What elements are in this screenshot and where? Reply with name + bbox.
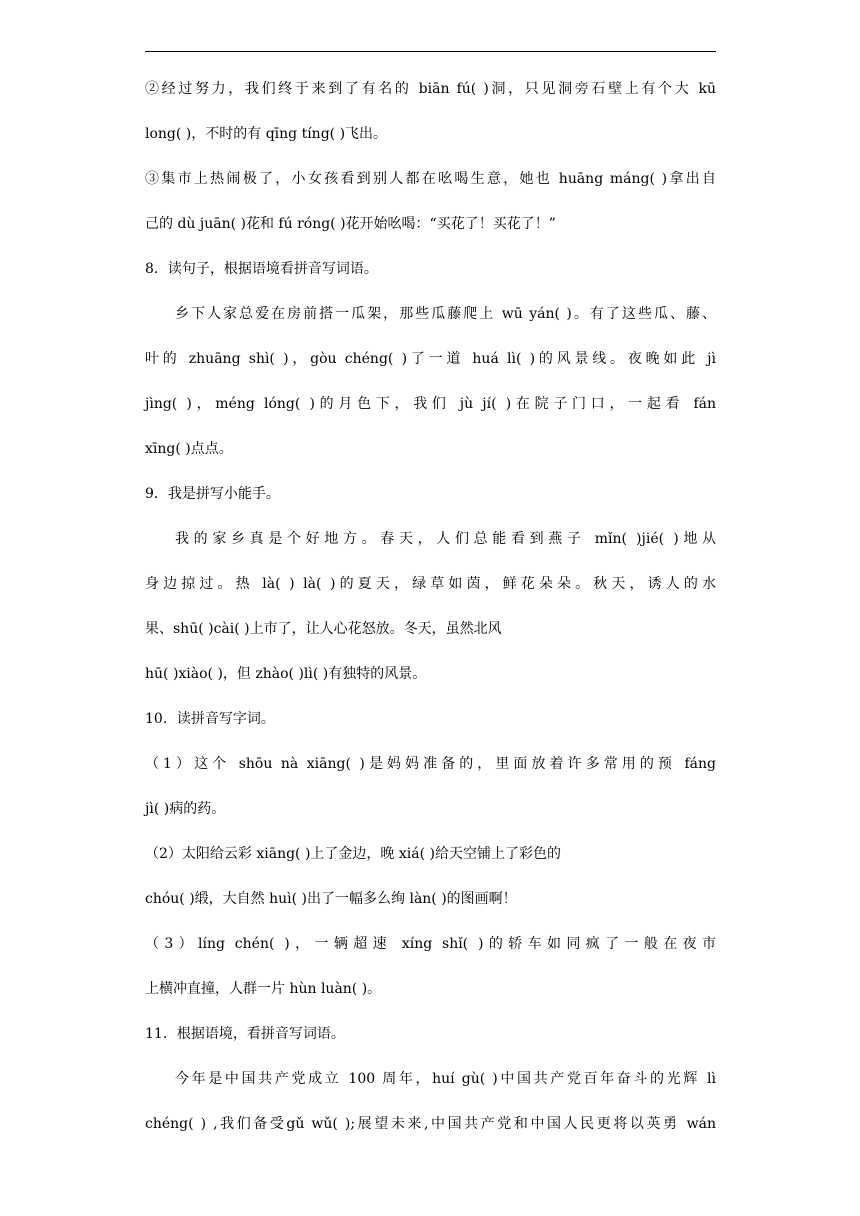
- text-line: jìng( )，méng lóng( )的月色下，我们 jù jí( )在院子门口，一起看 fán: [145, 396, 716, 412]
- text-line: 上横冲直撞，人群一片 hùn luàn( )。: [145, 981, 382, 997]
- text-line: 果、shū( )cài( )上市了，让人心花怒放。冬天，虽然北风: [145, 621, 502, 637]
- text-line: ②经过努力，我们终于来到了有名的 biān fú( )洞，只见洞旁石壁上有个大 kū: [145, 81, 716, 97]
- text-line: long( )，不时的有 qīng tíng( )飞出。: [145, 126, 388, 142]
- text-line: xīng( )点点。: [145, 441, 233, 457]
- header-rule: [145, 51, 716, 52]
- text-line: chóu( )缎，大自然 huì( )出了一幅多么绚 làn( )的图画啊！: [145, 891, 517, 907]
- text-line: （3）líng chén( )，一辆超速 xíng shǐ( )的轿车如同疯了一般在夜市: [145, 936, 716, 952]
- text-line: hū( )xiào( )，但 zhào( )lì( )有独特的风景。: [145, 666, 427, 682]
- text-line: 我的家乡真是个好地方。春天，人们总能看到燕子 mǐn( )jié( )地从: [175, 531, 716, 547]
- question-heading: 9．我是拼写小能手。: [145, 486, 280, 502]
- text-line: 叶的 zhuāng shì( )，gòu chéng( )了一道 huá lì( )的风景线。夜晚如此 jì: [145, 351, 716, 367]
- text-line: （2）太阳给云彩 xiāng( )上了金边，晚 xiá( )给天空铺上了彩色的: [145, 846, 561, 862]
- text-line: 己的 dù juān( )花和 fú róng( )花开始吆喝：“买花了！买花了！”: [145, 216, 556, 232]
- text-line: 乡下人家总爱在房前搭一瓜架，那些瓜藤爬上 wū yán( )。有了这些瓜、藤、: [175, 306, 716, 322]
- text-line: 今年是中国共产党成立 100 周年，huí gù( )中国共产党百年奋斗的光辉 lì: [175, 1071, 716, 1087]
- text-line: jì( )病的药。: [145, 801, 226, 817]
- question-heading: 8．读句子，根据语境看拼音写词语。: [145, 261, 378, 277]
- text-line: （1）这个 shōu nà xiāng( )是妈妈准备的，里面放着许多常用的预 fáng: [145, 756, 716, 772]
- text-line: ③集市上热闹极了，小女孩看到别人都在吆喝生意，她也 huāng máng( )拿出自: [145, 171, 716, 187]
- question-heading: 11．根据语境，看拼音写词语。: [145, 1026, 345, 1042]
- question-heading: 10．读拼音写字词。: [145, 711, 275, 727]
- text-line: 身边掠过。热 là( ) là( )的夏天，绿草如茵，鲜花朵朵。秋天，诱人的水: [145, 576, 716, 592]
- text-line: chéng( ) ,我们备受gǔ wǔ( );展望未来,中国共产党和中国人民更将以英勇 wán: [145, 1116, 716, 1132]
